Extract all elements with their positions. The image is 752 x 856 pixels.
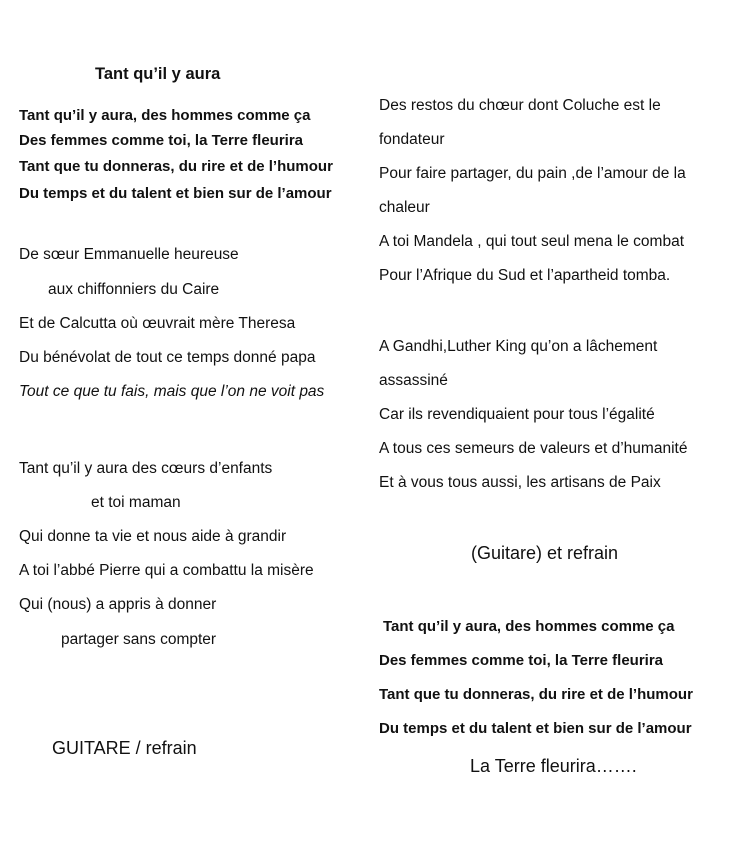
lyric-line: Car ils revendiquaient pour tous l’égalité	[379, 406, 655, 423]
lyric-line: Tant qu’il y aura, des hommes comme ça	[19, 107, 311, 124]
lyric-line: Tant que tu donneras, du rire et de l’humour	[379, 686, 693, 703]
lyric-line: Des femmes comme toi, la Terre fleurira	[379, 652, 664, 669]
lyric-line: Et de Calcutta où œuvrait mère Theresa	[19, 315, 296, 332]
lyric-line: Tant qu’il y aura, des hommes comme ça	[383, 618, 675, 635]
lyric-line: Des restos du chœur dont Coluche est le	[379, 97, 661, 114]
lyric-line: A tous ces semeurs de valeurs et d’humanité	[379, 440, 688, 457]
lyric-line: Du bénévolat de tout ce temps donné papa	[19, 349, 316, 366]
lyric-line: Du temps et du talent et bien sur de l’amour	[19, 185, 332, 202]
lyric-line: Tout ce que tu fais, mais que l’on ne voit pas	[19, 383, 325, 400]
lyric-line: Qui (nous) a appris à donner	[19, 596, 217, 613]
lyric-line: A toi l’abbé Pierre qui a combattu la misère	[19, 562, 314, 579]
song-title: Tant qu’il y aura	[95, 65, 221, 83]
lyric-line: Tant que tu donneras, du rire et de l’humour	[19, 158, 333, 175]
lyric-line: Qui donne ta vie et nous aide à grandir	[19, 528, 287, 545]
lyric-line: A toi Mandela , qui tout seul mena le combat	[379, 233, 685, 250]
lyric-line: Du temps et du talent et bien sur de l’amour	[379, 720, 692, 737]
lyric-line: Pour faire partager, du pain ,de l’amour de la	[379, 165, 686, 182]
lyric-line: fondateur	[379, 131, 445, 148]
left-outro: GUITARE / refrain	[52, 738, 197, 758]
lyric-line: assassiné	[379, 372, 448, 389]
right-ending: La Terre fleurira…….	[470, 756, 637, 776]
lyric-line: De sœur Emmanuelle heureuse	[19, 246, 239, 263]
lyric-line: Des femmes comme toi, la Terre fleurira	[19, 132, 304, 149]
lyric-line: Et à vous tous aussi, les artisans de Paix	[379, 474, 661, 491]
lyric-line: aux chiffonniers du Caire	[48, 281, 220, 298]
lyric-line: chaleur	[379, 199, 430, 216]
lyric-line: A Gandhi,Luther King qu’on a lâchement	[379, 338, 658, 355]
lyric-line: Tant qu’il y aura des cœurs d’enfants	[19, 460, 273, 477]
lyric-line: partager sans compter	[61, 631, 217, 648]
lyric-line: Pour l’Afrique du Sud et l’apartheid tomba.	[379, 267, 671, 284]
right-interlude: (Guitare) et refrain	[471, 543, 619, 563]
lyric-line: et toi maman	[91, 494, 181, 511]
